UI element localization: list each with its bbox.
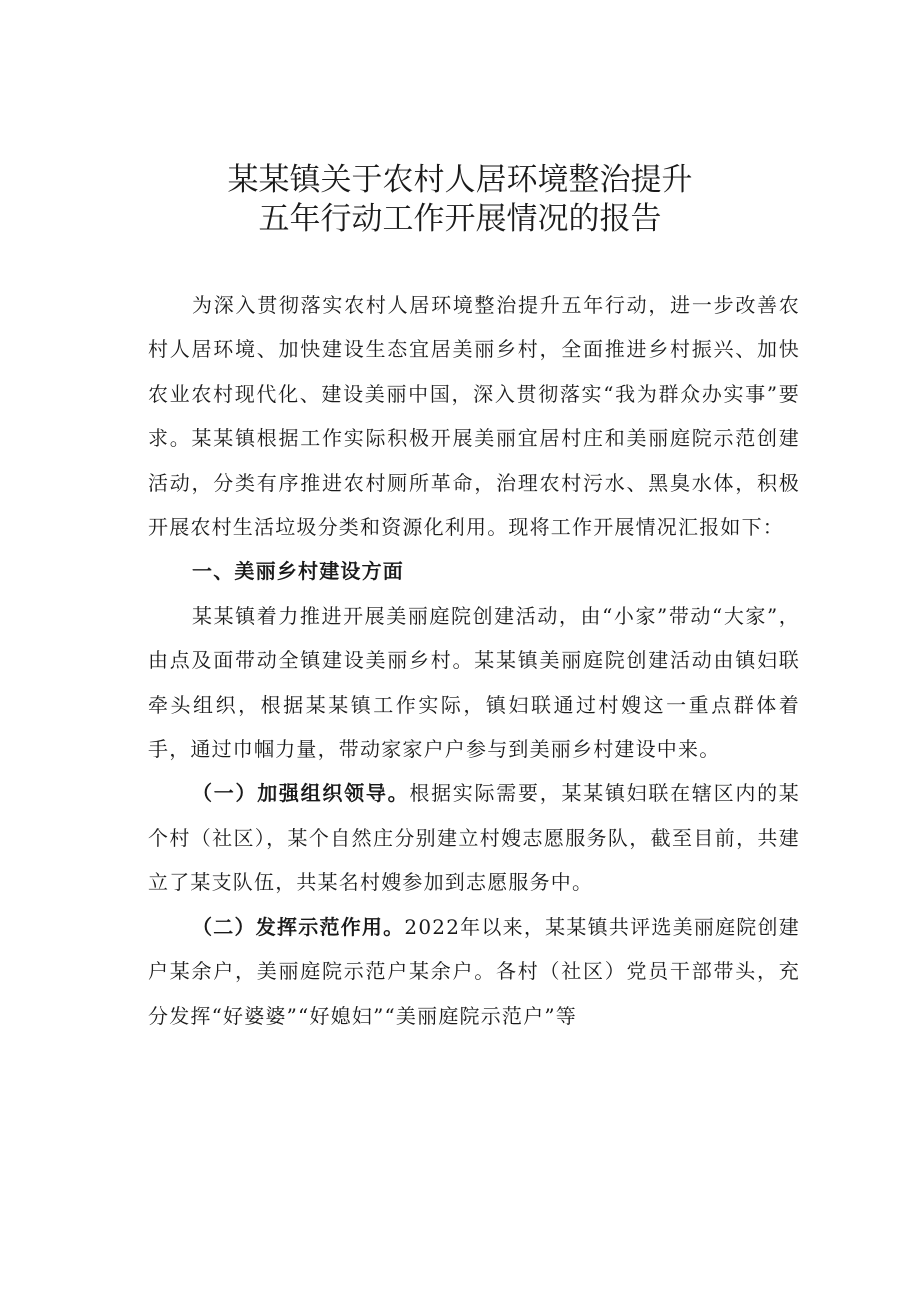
document-title-line-1: 某某镇关于农村人居环境整治提升	[227, 162, 693, 198]
item-2-lead: （二）发挥示范作用。	[192, 914, 405, 939]
section-1-item-1	[148, 771, 800, 904]
item-2-text: 2022年以来，某某镇共评选美丽庭院创建户某余户，美丽庭院示范户某余户。各村（社区）党员干部带头，充分发挥“好婆婆”“好媳妇”“美丽庭院示范户”等	[148, 914, 800, 1028]
section-1-heading: 一、美丽乡村建设方面	[192, 559, 404, 584]
document-title-line-2: 五年行动工作开展情况的报告	[258, 201, 662, 237]
intro-paragraph: 为深入贯彻落实农村人居环境整治提升五年行动，进一步改善农村人居环境、加快建设生态宜居美丽乡村，全面推进乡村振兴、加快农业农村现代化、建设美丽中国，深入贯彻落实“我为群众办实事”要求。某某镇根据工作实际积极开展美丽宜居村庄和美丽庭院示范创建活动，分类有序推进农村厕所革命，治理农村污水、黑臭水体，积极开展农村生活垃圾分类和资源化利用。现将工作开展情况汇报如下：	[148, 293, 800, 540]
document-body	[148, 283, 800, 1038]
section-1-item-2	[148, 905, 800, 1038]
section-1-paragraph: 某某镇着力推进开展美丽庭院创建活动，由“小家”带动“大家”，由点及面带动全镇建设美丽乡村。某某镇美丽庭院创建活动由镇妇联牵头组织，根据某某镇工作实际，镇妇联通过村嫂这一重点群体着手，通过巾帼力量，带动家家户户参与到美丽乡村建设中来。	[148, 603, 800, 762]
item-1-text: 根据实际需要，某某镇妇联在辖区内的某个村（社区），某个自然庄分别建立村嫂志愿服务队，截至目前，共建立了某支队伍，共某名村嫂参加到志愿服务中。	[148, 781, 801, 895]
item-1-lead: （一）加强组织领导。	[192, 781, 410, 806]
